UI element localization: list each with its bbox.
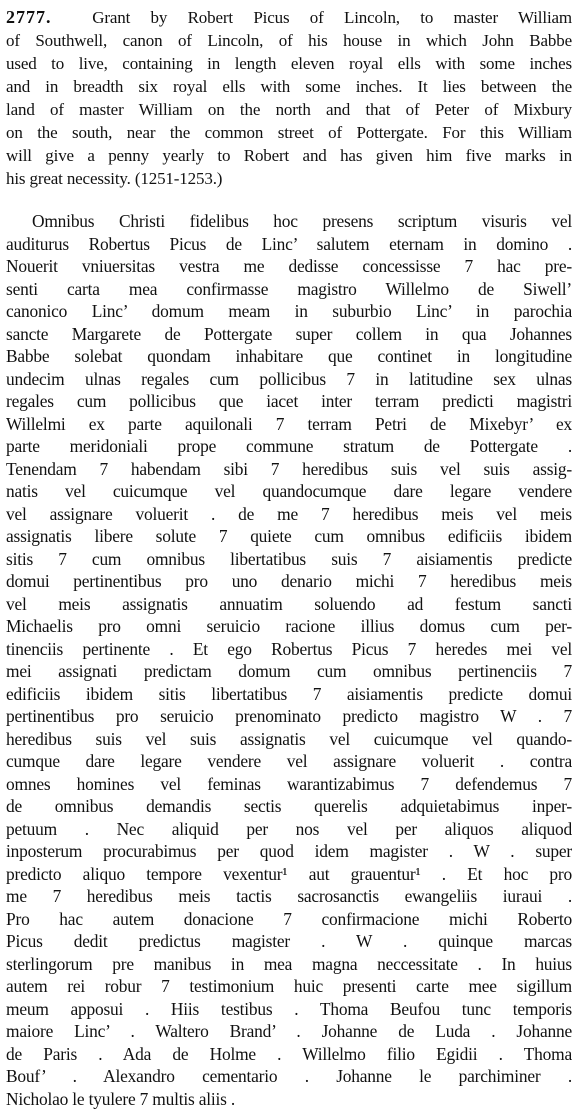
charter-line: Omnibus Christi fidelibus hoc presens scriptum visuris vel xyxy=(6,210,572,233)
charter-line: assignatis libere solute 7 quiete cum omnibus edificiis ibidem xyxy=(6,525,572,548)
charter-line: petuum . Nec aliquid per nos vel per aliquos aliquod xyxy=(6,818,572,841)
charter-line: Willelmi ex parte aquilonali 7 terram Petri de Mixebyr’ ex xyxy=(6,413,572,436)
charter-line: regales cum pollicibus que iacet inter terram predicti magistri xyxy=(6,390,572,413)
charter-line: meum apposui . Hiis testibus . Thoma Beufou tunc temporis xyxy=(6,998,572,1021)
charter-line: vel assignare voluerit . de me 7 heredibus meis vel meis xyxy=(6,503,572,526)
charter-line: de Paris . Ada de Holme . Willelmo filio Egidii . Thoma xyxy=(6,1043,572,1066)
charter-line: inposterum procurabimus per quod idem magister . W . super xyxy=(6,840,572,863)
charter-line: pertinentibus pro seruicio prenominato predicto magistro W . 7 xyxy=(6,705,572,728)
charter-line: Tenendam 7 habendam sibi 7 heredibus suis vel suis assig- xyxy=(6,458,572,481)
charter-line: de omnibus demandis sectis querelis adquietabimus inper- xyxy=(6,795,572,818)
charter-line: Nicholao le tyulere 7 multis aliis . xyxy=(6,1088,572,1110)
charter-line: mei assignati predictam domum cum omnibus pertinenciis 7 xyxy=(6,660,572,683)
charter-line: tinenciis pertinente . Et ego Robertus Picus 7 heredes mei vel xyxy=(6,638,572,661)
charter-text xyxy=(6,210,572,1110)
charter-line: Babbe solebat quondam inhabitare que continet in longitudine xyxy=(6,345,572,368)
charter-line: omnes homines vel feminas warantizabimus 7 defendemus 7 xyxy=(6,773,572,796)
summary-line: on the south, near the common street of Pottergate. For this William xyxy=(6,121,572,144)
summary-line xyxy=(6,6,572,29)
summary-line: of Southwell, canon of Lincoln, of his house in which John Babbe xyxy=(6,29,572,52)
charter-line: predicto aliquo tempore vexentur¹ aut grauentur¹ . Et hoc pro xyxy=(6,863,572,886)
charter-line: vel meis assignatis annuatim soluendo ad festum sancti xyxy=(6,593,572,616)
charter-line: edificiis ibidem sitis libertatibus 7 aisiamentis predicte domui xyxy=(6,683,572,706)
charter-line: canonico Linc’ domum meam in suburbio Linc’ in parochia xyxy=(6,300,572,323)
document-page xyxy=(6,6,572,190)
charter-line: domui pertinentibus pro uno denario michi 7 heredibus meis xyxy=(6,570,572,593)
charter-line: heredibus suis vel suis assignatis vel cuicumque vel quando- xyxy=(6,728,572,751)
summary-line: will give a penny yearly to Robert and has given him five marks in xyxy=(6,144,572,167)
charter-line: Michaelis pro omni seruicio racione illius domus cum per- xyxy=(6,615,572,638)
charter-line: Nouerit vniuersitas vestra me dedisse concessisse 7 hac pre- xyxy=(6,255,572,278)
charter-line: cumque dare legare vendere vel assignare voluerit . contra xyxy=(6,750,572,773)
entry-number: 2777. xyxy=(6,7,52,27)
charter-line: me 7 heredibus meis tactis sacrosanctis ewangeliis iuraui . xyxy=(6,885,572,908)
charter-line: autem rei robur 7 testimonium huic presenti carte mee sigillum xyxy=(6,975,572,998)
summary-line-text: Grant by Robert Picus of Lincoln, to master William xyxy=(92,8,572,27)
summary-line: his great necessity. (1251-1253.) xyxy=(6,167,572,190)
summary-line: and in breadth six royal ells with some inches. It lies between the xyxy=(6,75,572,98)
charter-line: Bouf’ . Alexandro cementario . Johanne le parchiminer . xyxy=(6,1065,572,1088)
summary-line: land of master William on the north and that of Peter of Mixbury xyxy=(6,98,572,121)
charter-line: natis vel cuicumque vel quandocumque dare legare vendere xyxy=(6,480,572,503)
charter-line: parte meridoniali prope commune stratum de Pottergate . xyxy=(6,435,572,458)
charter-line: Pro hac autem donacione 7 confirmacione michi Roberto xyxy=(6,908,572,931)
charter-line: undecim ulnas regales cum pollicibus 7 in latitudine sex ulnas xyxy=(6,368,572,391)
charter-line: maiore Linc’ . Waltero Brand’ . Johanne de Luda . Johanne xyxy=(6,1020,572,1043)
charter-line: Picus dedit predictus magister . W . quinque marcas xyxy=(6,930,572,953)
entry-summary xyxy=(6,6,572,190)
charter-line: sancte Margarete de Pottergate super collem in qua Johannes xyxy=(6,323,572,346)
charter-line: sitis 7 cum omnibus libertatibus suis 7 aisiamentis predicte xyxy=(6,548,572,571)
charter-line: senti carta mea confirmasse magistro Willelmo de Siwell’ xyxy=(6,278,572,301)
charter-line: auditurus Robertus Picus de Linc’ salutem eternam in domino . xyxy=(6,233,572,256)
charter-line: sterlingorum pre manibus in mea magna neccessitate . In huius xyxy=(6,953,572,976)
summary-line: used to live, containing in length eleven royal ells with some inches xyxy=(6,52,572,75)
